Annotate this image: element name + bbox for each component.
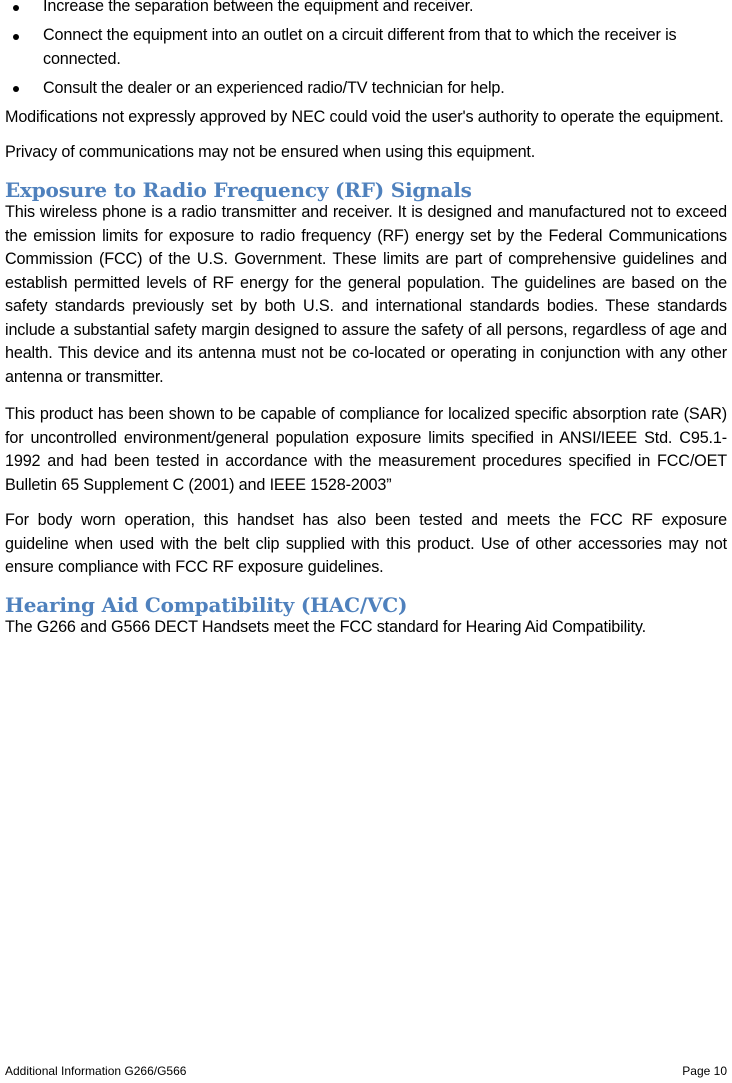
footer-page-number: Page 10 xyxy=(682,1064,727,1078)
bullet-icon xyxy=(13,86,19,92)
list-item-text: Increase the separation between the equipment and receiver. xyxy=(43,0,474,15)
list-item xyxy=(5,0,727,19)
page-content xyxy=(5,0,727,640)
rf-paragraph-1: This wireless phone is a radio transmitter and receiver. It is designed and manufactured not to exceed the emission limits for exposure to radio frequency (RF) energy set by the Federal Communications Commission (FCC) of the U.S. Government. These limits are part of comprehensive guidelines and establish permitted levels of RF energy for the general population. The guidelines are based on the safety standards previously set by both U.S. and international standards bodies. These standards include a substantial safety margin designed to assure the safety of all persons, regardless of age and health. This device and its antenna must not be co-located or operating in conjunction with any other antenna or transmitter. xyxy=(5,203,727,386)
bullet-icon xyxy=(13,34,19,40)
rf-section-heading: Exposure to Radio Frequency (RF) Signals xyxy=(5,177,472,202)
list-item xyxy=(5,24,727,71)
hac-section-heading: Hearing Aid Compatibility (HAC/VC) xyxy=(5,592,408,617)
modifications-paragraph: Modifications not expressly approved by NEC could void the user's authority to operate the equipment. xyxy=(5,107,724,126)
list-item-text: Consult the dealer or an experienced radio/TV technician for help. xyxy=(43,78,505,97)
privacy-paragraph: Privacy of communications may not be ensured when using this equipment. xyxy=(5,143,536,161)
rf-paragraph-2: This product has been shown to be capable of compliance for localized specific absorption rate (SAR) for uncontrolled environment/general population exposure limits specified in ANSI/IEEE Std. C95.1-1992 and had been tested in accordance with the measurement procedures specified in FCC/OET Bulletin 65 Supplement C (2001) and IEEE 1528-2003” xyxy=(5,405,727,494)
rf-paragraph-3: For body worn operation, this handset has also been tested and meets the FCC RF exposure guideline when used with the belt clip supplied with this product. Use of other accessories may not ensure compliance with FCC RF exposure guidelines. xyxy=(5,511,727,576)
footer-document-title: Additional Information G266/G566 xyxy=(5,1064,187,1078)
recommendation-list xyxy=(5,0,727,100)
hac-paragraph-1: The G266 and G566 DECT Handsets meet the FCC standard for Hearing Aid Compatibility. xyxy=(5,618,646,636)
list-item-text: Connect the equipment into an outlet on a circuit different from that to which the receiver is connected. xyxy=(43,26,677,68)
list-item xyxy=(5,77,727,101)
bullet-icon xyxy=(13,5,19,11)
